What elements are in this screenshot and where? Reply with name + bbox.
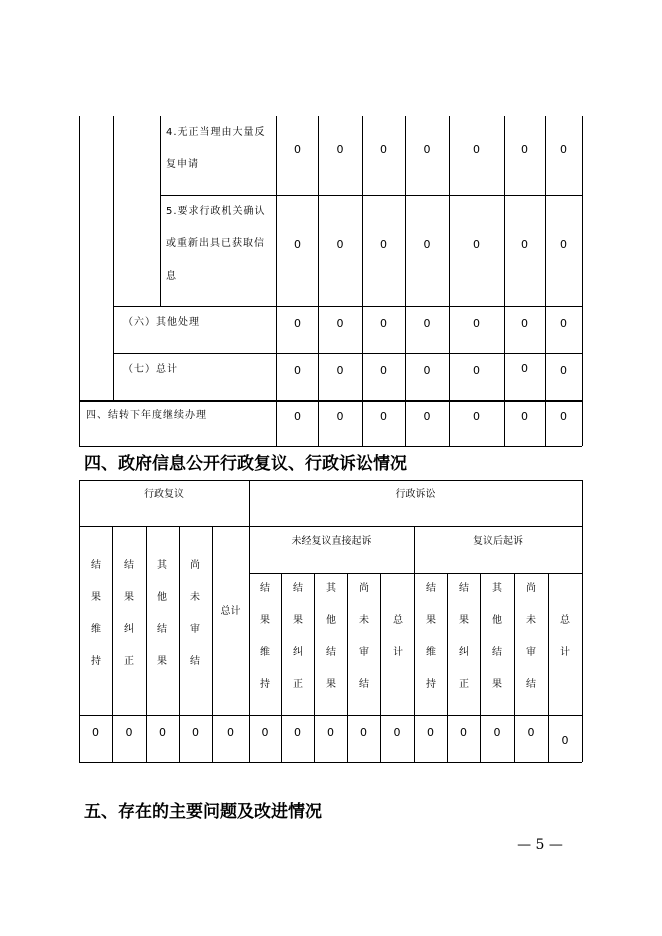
value-cell: 0 <box>327 726 334 739</box>
col-pending: 尚 未 审 结 <box>359 583 369 690</box>
col-total: 总 计 <box>560 615 570 658</box>
row-total-value: 0 <box>336 364 344 377</box>
row-item4-label-line2: 复申请 <box>166 159 199 170</box>
col-pending: 尚 未 审 结 <box>190 560 200 667</box>
row-total-value: 0 <box>521 362 528 375</box>
row-item4-label-line1: 4.无正当理由大量反 <box>166 127 266 138</box>
row-item5-label-line1: 5.要求行政机关确认 <box>166 206 266 217</box>
col-upheld: 结 果 维 持 <box>426 583 436 690</box>
reconsideration-header: 行政复议 <box>144 489 184 500</box>
row-item5-value: 0 <box>473 238 480 251</box>
row-carry-value: 0 <box>423 410 431 423</box>
row-other-value: 0 <box>473 317 480 330</box>
row-total-value: 0 <box>294 364 301 377</box>
row-total-value: 0 <box>423 364 431 377</box>
row-carry-value: 0 <box>560 410 567 423</box>
row-item5-value: 0 <box>521 238 528 251</box>
value-cell: 0 <box>92 726 99 739</box>
value-cell: 0 <box>493 726 501 739</box>
row-item4-value: 0 <box>560 143 567 156</box>
row-total-label: （七）总计 <box>123 364 178 375</box>
col-total: 总计 <box>220 606 241 617</box>
litigation-header: 行政诉讼 <box>395 489 436 500</box>
row-carry-value: 0 <box>380 410 387 423</box>
col-other: 其 他 结 果 <box>492 583 502 690</box>
col-upheld: 结 果 维 持 <box>91 560 101 667</box>
row-carry-label: 四、结转下年度继续办理 <box>86 410 207 421</box>
row-total-value: 0 <box>473 364 480 377</box>
row-total-value: 0 <box>560 364 567 377</box>
row-item4-value: 0 <box>380 143 387 156</box>
value-cell: 0 <box>294 726 301 739</box>
col-upheld: 结 果 维 持 <box>260 583 270 690</box>
direct-suit-header: 未经复议直接起诉 <box>291 536 372 547</box>
col-other: 其 他 结 果 <box>157 560 167 667</box>
value-cell: 0 <box>460 726 467 739</box>
section-5-heading: 五、存在的主要问题及改进情况 <box>84 802 322 822</box>
row-item5-label-line2: 或重新出具已获取信 <box>166 238 265 249</box>
row-item5-value: 0 <box>336 238 344 251</box>
row-item5-value: 0 <box>560 238 567 251</box>
col-pending: 尚 未 审 结 <box>526 583 536 690</box>
row-carry-value: 0 <box>521 410 528 423</box>
value-cell: 0 <box>561 734 569 747</box>
row-other-value: 0 <box>521 317 528 330</box>
row-item5-value: 0 <box>423 238 431 251</box>
after-reconsideration-header: 复议后起诉 <box>473 536 523 547</box>
row-item4-value: 0 <box>473 143 480 156</box>
value-cell: 0 <box>261 726 269 739</box>
section-4-heading: 四、政府信息公开行政复议、行政诉讼情况 <box>84 454 407 474</box>
row-other-value: 0 <box>423 317 431 330</box>
row-other-value: 0 <box>380 317 387 330</box>
row-carry-value: 0 <box>294 410 301 423</box>
row-item5-value: 0 <box>294 238 301 251</box>
row-other-label: （六）其他处理 <box>123 317 200 328</box>
value-cell: 0 <box>393 726 401 739</box>
value-cell: 0 <box>227 726 234 739</box>
row-item4-value: 0 <box>294 143 301 156</box>
row-item5-label-line3: 息 <box>166 271 177 282</box>
row-other-value: 0 <box>560 317 567 330</box>
col-total: 总 计 <box>393 615 403 658</box>
col-corrected: 结 果 纠 正 <box>459 583 469 690</box>
value-cell: 0 <box>427 726 434 739</box>
row-other-value: 0 <box>294 317 301 330</box>
value-cell: 0 <box>360 726 367 739</box>
value-cell: 0 <box>527 726 535 739</box>
row-item4-value: 0 <box>423 143 431 156</box>
row-item5-value: 0 <box>380 238 387 251</box>
page-number: — 5 — <box>517 837 563 853</box>
row-total-value: 0 <box>380 364 387 377</box>
col-corrected: 结 果 纠 正 <box>293 583 303 690</box>
row-other-value: 0 <box>336 317 344 330</box>
row-item4-value: 0 <box>336 143 344 156</box>
col-corrected: 结 果 纠 正 <box>124 560 134 667</box>
row-carry-value: 0 <box>336 410 344 423</box>
value-cell: 0 <box>192 726 199 739</box>
row-carry-value: 0 <box>473 410 480 423</box>
col-other: 其 他 结 果 <box>326 583 336 690</box>
value-cell: 0 <box>125 726 133 739</box>
value-cell: 0 <box>159 726 166 739</box>
row-item4-value: 0 <box>521 143 528 156</box>
